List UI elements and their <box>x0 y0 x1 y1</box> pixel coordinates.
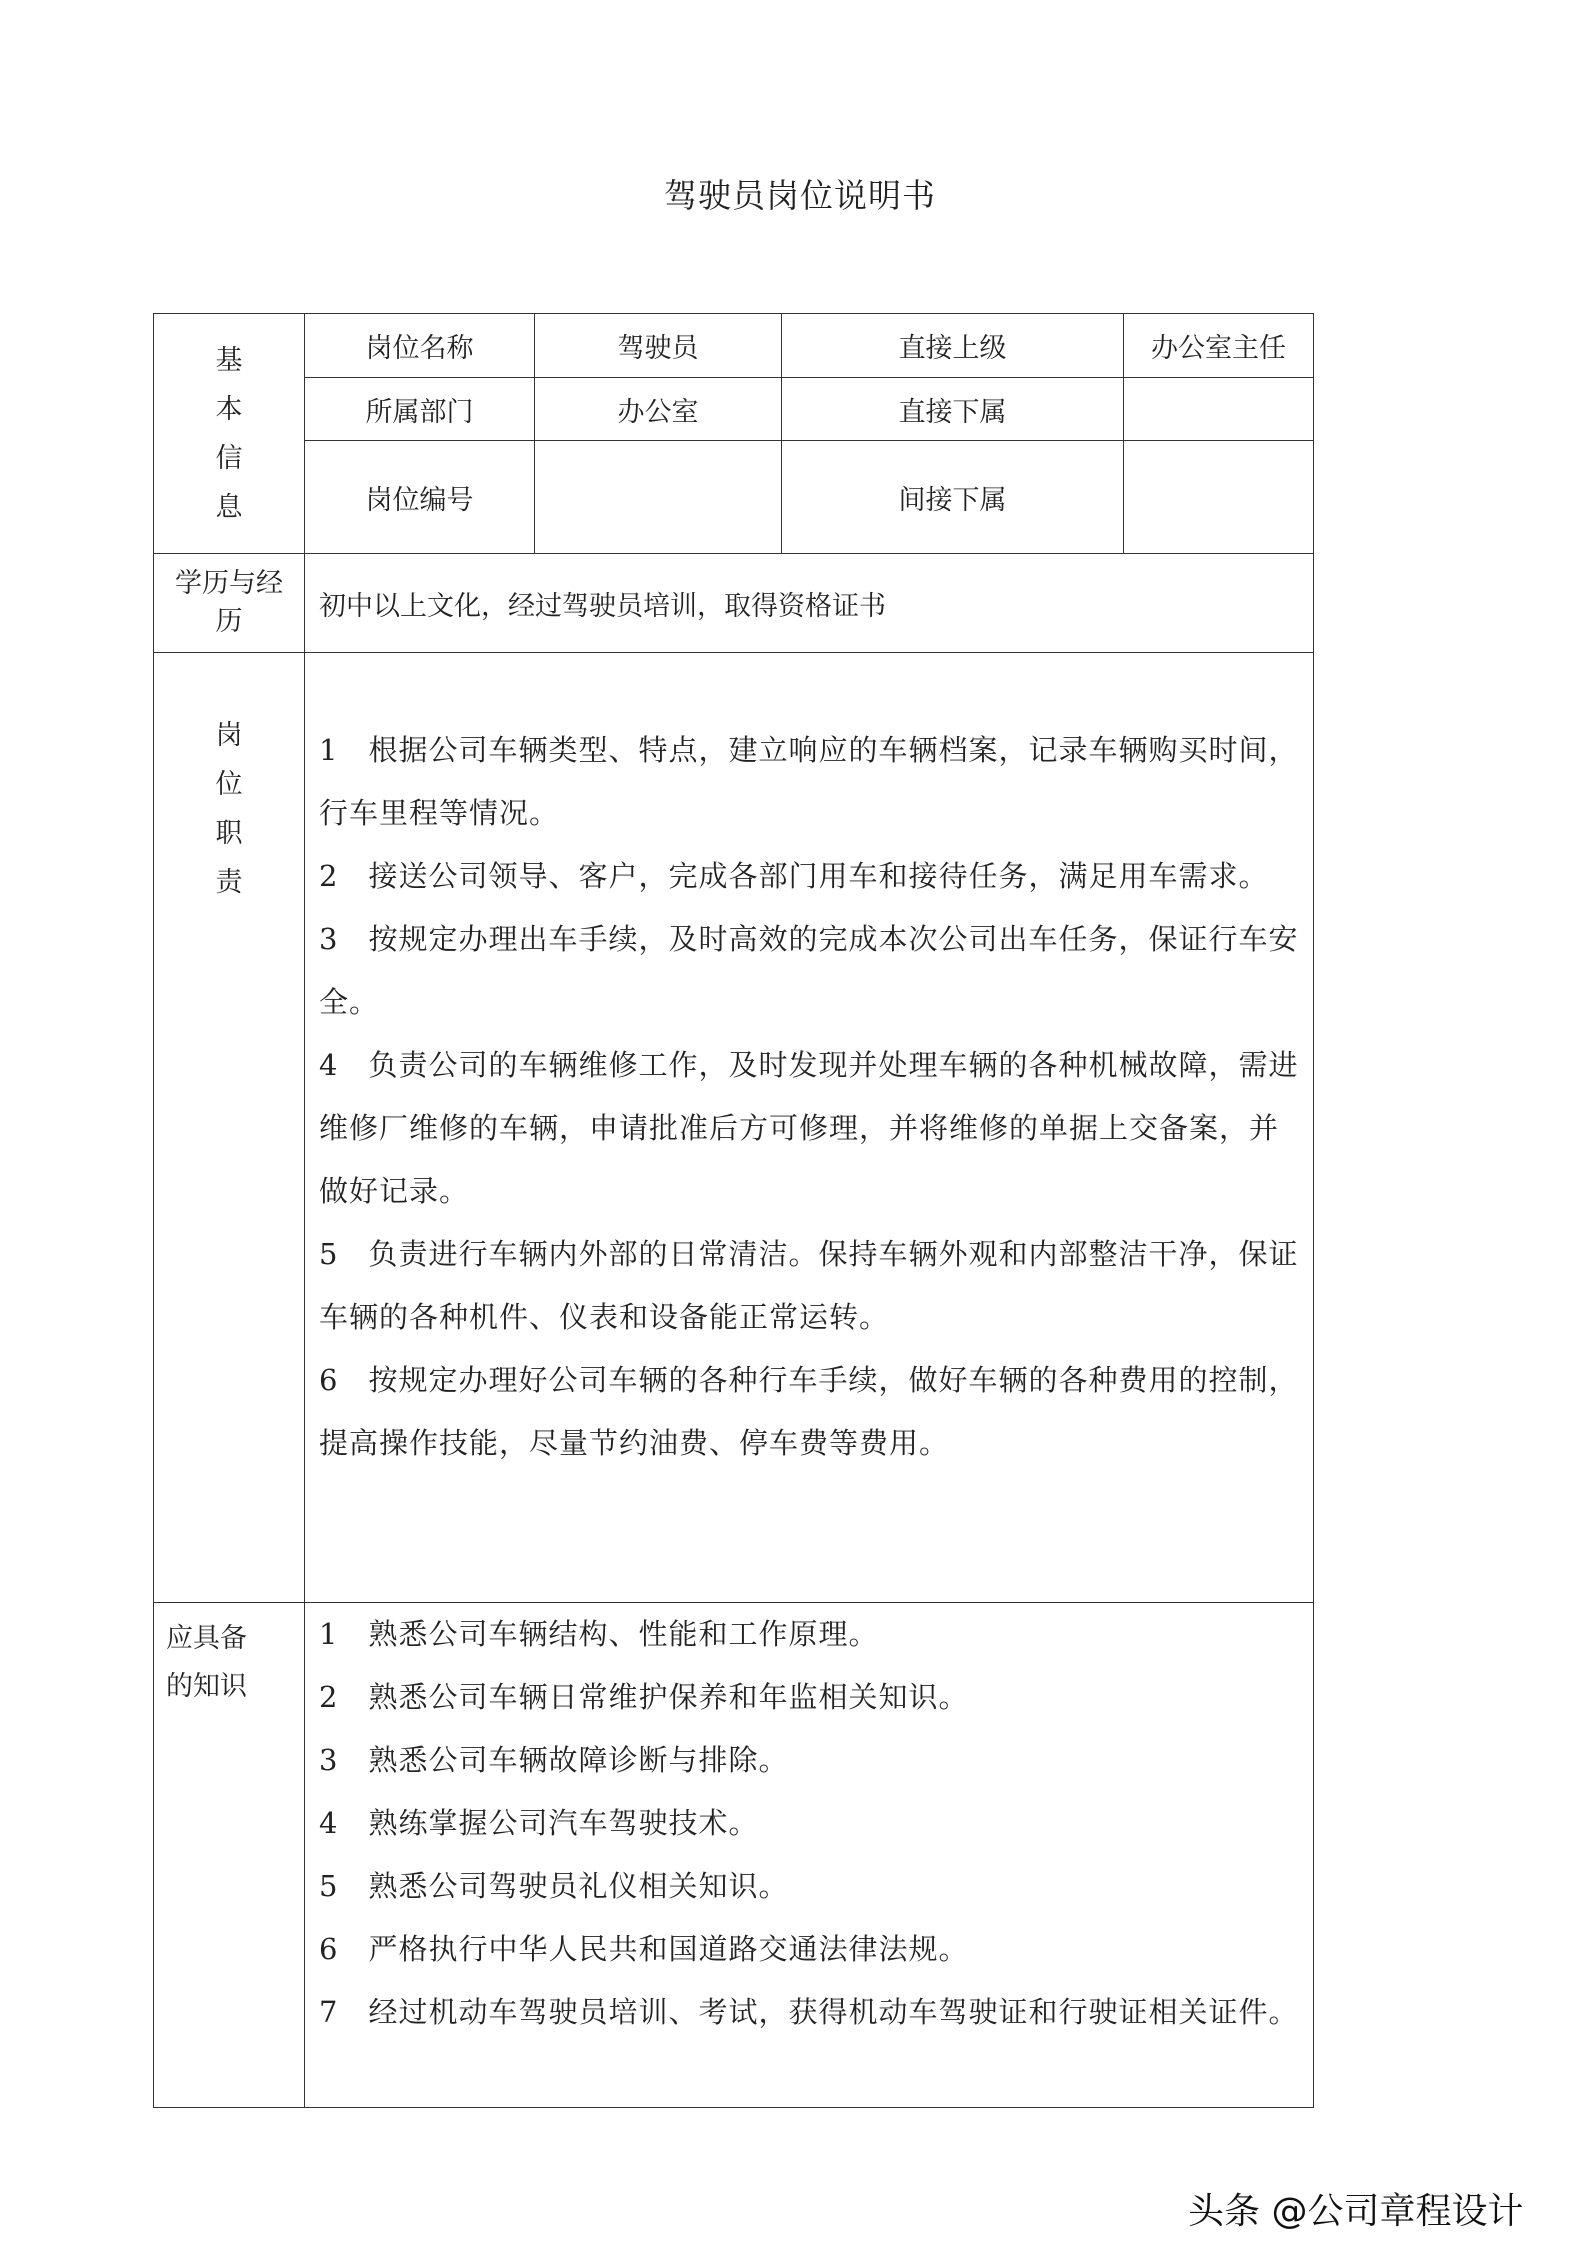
label-char: 信 <box>215 442 243 474</box>
duties-label <box>154 653 305 1603</box>
field-label: 直接下属 <box>782 378 1124 441</box>
label-char: 位 <box>215 769 243 800</box>
list-item: 3 按规定办理出车手续，及时高效的完成本次公司出车任务，保证行车安全。 <box>319 922 1299 1019</box>
table-row <box>154 653 1314 1603</box>
label-char: 本 <box>215 393 243 425</box>
label-char: 职 <box>215 818 243 849</box>
duties-list <box>305 653 1314 1603</box>
field-value: 办公室主任 <box>1124 314 1314 378</box>
list-item: 7 经过机动车驾驶员培训、考试，获得机动车驾驶证和行驶证相关证件。 <box>319 1995 1299 2029</box>
label-char: 基 <box>215 344 243 376</box>
knowledge-list <box>305 1603 1314 2108</box>
label-char: 息 <box>215 491 243 523</box>
table-row <box>154 1603 1314 2108</box>
field-label: 岗位名称 <box>305 314 535 378</box>
knowledge-label: 应具备的知识 <box>154 1603 305 2108</box>
list-item: 2 接送公司领导、客户，完成各部门用车和接待任务，满足用车需求。 <box>319 859 1269 893</box>
basic-info-label <box>154 314 305 554</box>
list-item: 5 熟悉公司驾驶员礼仪相关知识。 <box>319 1869 789 1903</box>
field-label: 直接上级 <box>782 314 1124 378</box>
list-item: 6 按规定办理好公司车辆的各种行车手续，做好车辆的各种费用的控制，提高操作技能，尽量节约油费、停车费等费用。 <box>319 1363 1299 1460</box>
field-label: 所属部门 <box>305 378 535 441</box>
list-item: 1 根据公司车辆类型、特点，建立响应的车辆档案，记录车辆购买时间，行车里程等情况。 <box>319 733 1299 830</box>
table-row <box>154 441 1314 554</box>
list-item: 5 负责进行车辆内外部的日常清洁。保持车辆外观和内部整洁干净，保证车辆的各种机件、仪表和设备能正常运转。 <box>319 1237 1299 1334</box>
watermark: 头条 @公司章程设计 <box>1188 2191 1524 2232</box>
field-value <box>1124 378 1314 441</box>
education-label: 学历与经历 <box>154 554 305 653</box>
table-row <box>154 554 1314 653</box>
table-row <box>154 378 1314 441</box>
page-title: 驾驶员岗位说明书 <box>664 176 936 215</box>
list-item: 2 熟悉公司车辆日常维护保养和年监相关知识。 <box>319 1680 969 1714</box>
table-row <box>154 314 1314 378</box>
field-value: 办公室 <box>535 378 782 441</box>
list-item: 1 熟悉公司车辆结构、性能和工作原理。 <box>319 1617 879 1651</box>
list-item: 4 熟练掌握公司汽车驾驶技术。 <box>319 1806 759 1840</box>
list-item: 6 严格执行中华人民共和国道路交通法律法规。 <box>319 1932 969 1966</box>
field-label: 岗位编号 <box>305 441 535 554</box>
list-item: 4 负责公司的车辆维修工作，及时发现并处理车辆的各种机械故障，需进维修厂维修的车辆，申请批准后方可修理，并将维修的单据上交备案，并做好记录。 <box>319 1048 1299 1208</box>
field-value <box>1124 441 1314 554</box>
field-value: 驾驶员 <box>535 314 782 378</box>
education-value: 初中以上文化，经过驾驶员培训，取得资格证书 <box>305 554 1314 653</box>
field-label: 间接下属 <box>782 441 1124 554</box>
label-char: 责 <box>215 867 243 898</box>
list-item: 3 熟悉公司车辆故障诊断与排除。 <box>319 1743 789 1777</box>
field-value <box>535 441 782 554</box>
label-char: 岗 <box>215 720 243 751</box>
job-description-table <box>153 313 1314 2108</box>
